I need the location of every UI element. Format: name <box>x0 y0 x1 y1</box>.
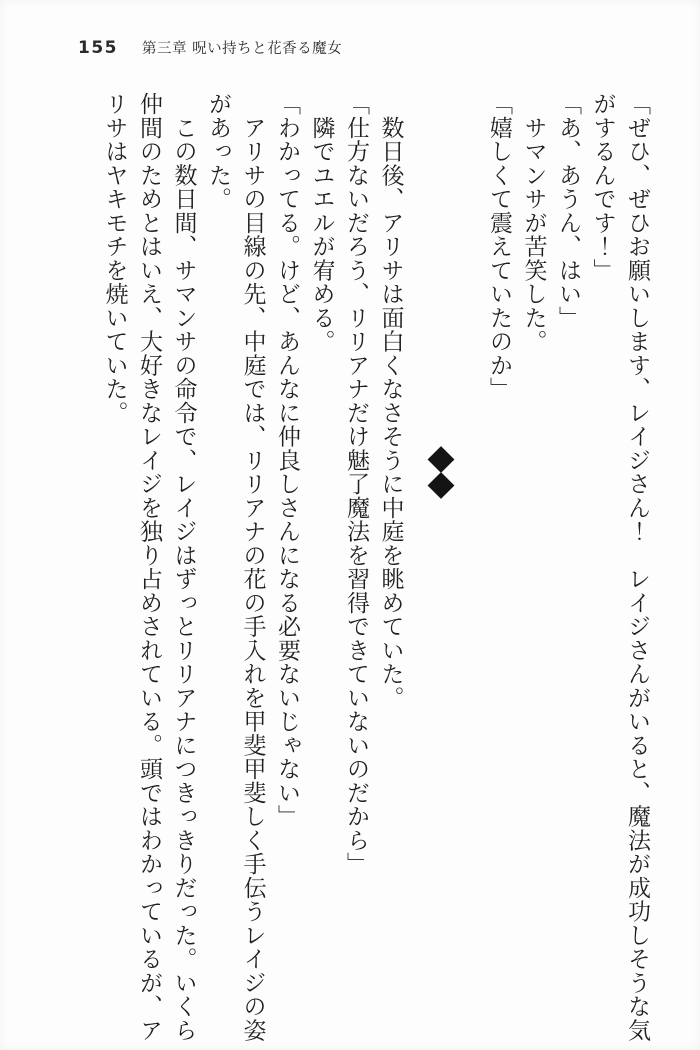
page-number: 155 <box>78 38 118 58</box>
text-line: 「あ、あうん、はい」 <box>555 92 581 330</box>
text-line: 数日後、アリサは面白くなさそうに中庭を眺めていた。 <box>377 92 404 710</box>
vertical-text-body <box>97 92 654 1042</box>
text-line: 「嬉しくて震えていたのか」 <box>486 92 512 401</box>
text-line: 「わかってる。けど、あんなに仲良しさんになる必要ないじゃない」 <box>274 92 300 829</box>
diamond-icon <box>427 446 454 473</box>
text-line: 「ぜひ、ぜひお願いします、レイジさん！ レイジさんがいると、魔法が成功しそうな気 <box>624 92 650 1042</box>
diamond-icon <box>427 472 454 499</box>
chapter-title: 第三章 呪い持ちと花香る魔女 <box>142 41 343 57</box>
running-head <box>78 37 342 58</box>
text-line: サマンサが苦笑した。 <box>520 92 547 354</box>
text-line: リサはヤキモチを焼いていた。 <box>101 92 128 425</box>
text-line: があった。 <box>205 92 231 211</box>
text-line: アリサの目線の先、中庭では、リリアナの花の手入れを甲斐甲斐しく手伝うレイジの姿 <box>239 92 266 1042</box>
text-line: 隣でユエルが宥める。 <box>308 92 335 354</box>
text-line: 仲間のためとはいえ、大好きなレイジを独り占めされている。頭ではわかっているが、ア <box>136 92 162 1042</box>
double-diamond-ornament <box>424 92 458 1042</box>
text-line: 「仕方ないだろう、リリアナだけ魅了魔法を習得できていないのだから」 <box>343 92 369 876</box>
text-line: がするんです！」 <box>589 92 616 282</box>
text-line: この数日間、サマンサの命令で、レイジはずっとリリアナにつきっきりだった。いくら <box>170 92 197 1042</box>
